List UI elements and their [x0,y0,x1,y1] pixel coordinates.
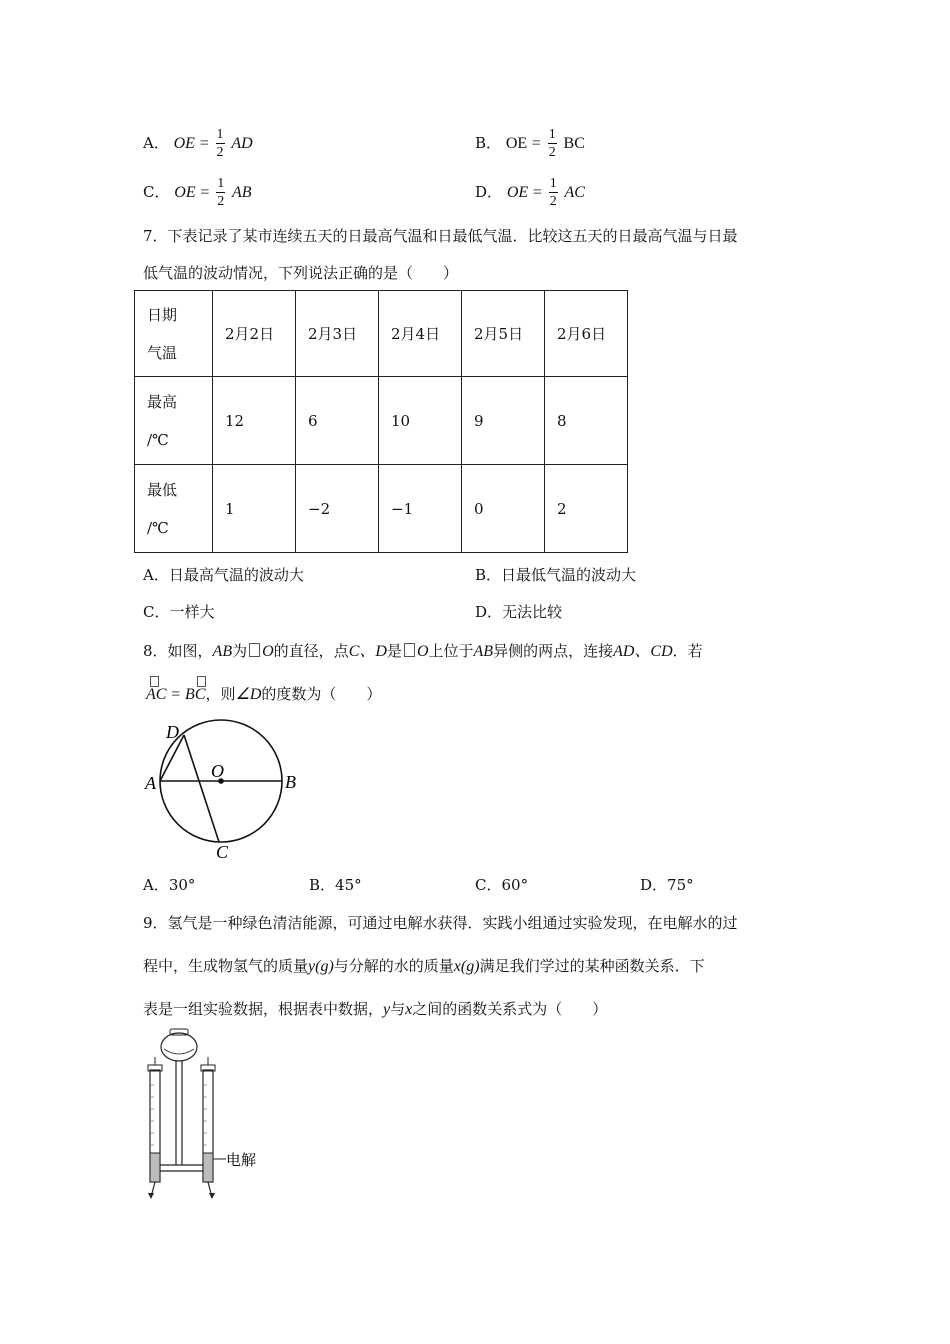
option-6d [475,177,585,209]
arc-ac [146,685,166,704]
row-label-top: 最高 [147,392,178,411]
math-var: O [416,643,429,660]
label-c: C [216,842,229,862]
circle-symbol-icon [404,643,415,657]
math-lhs: OE [506,184,529,201]
row-label-top: 最低 [147,480,178,499]
text: 8．如图， [143,642,213,660]
fraction [216,177,225,209]
text: 表是一组实验数据，根据表中数据， [143,1000,384,1018]
math-eq: = [200,184,210,201]
table-cell-date: 2月3日 [296,291,379,377]
math-eq: = [532,184,542,201]
option-7b: B．日最低气温的波动大 [475,566,637,584]
option-7d: D．无法比较 [475,603,563,621]
option-8d: D．75° [640,876,694,894]
electrolysis-apparatus-figure [140,1025,280,1210]
table-cell-low: 2 [545,465,628,553]
math-eq: = [171,686,181,703]
math-var: BC [185,686,206,703]
fraction-num: 1 [548,127,556,142]
header-top: 日期 [147,305,178,324]
text: 之间的函数关系式为（ ） [412,1000,608,1018]
table-cell-date: 2月2日 [213,291,296,377]
table-cell-low: 0 [462,465,545,553]
math-var: x(g) [453,958,480,975]
table-cell-date: 2月4日 [379,291,462,377]
text: 满足我们学过的某种函数关系．下 [479,957,705,975]
option-8a: A．30° [143,876,196,894]
text: 的度数为（ ） [261,685,382,703]
table-row-header [135,291,628,377]
label-electrolysis: 电解 [226,1151,257,1169]
math-rhs: AB [231,184,252,201]
table-cell-low: −1 [379,465,462,553]
option-7c: C．一样大 [143,603,215,621]
circle-symbol-icon [249,643,260,657]
fraction-num: 1 [217,176,225,191]
math-lhs: OE [174,184,196,201]
option-6a [143,128,253,160]
fraction-num: 1 [216,127,224,142]
table-cell-date: 2月6日 [545,291,628,377]
q7-line1: 7．下表记录了某市连续五天的日最高气温和日最低气温．比较这五天的日最高气温与日最 [143,227,738,245]
math-var: y(g) [308,958,334,975]
row-label-bottom: /℃ [147,518,169,537]
text: 是 [386,642,402,660]
table-cell-label [135,377,213,465]
text: ，则 [205,685,236,703]
header-bottom: 气温 [147,343,178,362]
reservoir-bulb [161,1033,197,1061]
option-letter: A． [143,134,169,152]
table-cell-low: 1 [213,465,296,553]
label-a: A [145,773,156,793]
option-8b: B．45° [309,876,362,894]
label-o: O [211,761,224,781]
math-eq: = [199,135,209,152]
arc-symbol-icon [150,676,159,687]
table-cell-high: 12 [213,377,296,465]
q9-line3 [143,998,607,1019]
table-cell-date: 2月5日 [462,291,545,377]
arc-bc [185,685,205,704]
left-electrode [150,1153,160,1182]
table-cell-high: 8 [545,377,628,465]
bulb-water [164,1049,194,1054]
math-lhs: OE [173,135,195,152]
segment-cd [184,735,219,842]
table-row-high [135,377,628,465]
text: 的直径，点 [273,642,349,660]
math-var: ∠D [235,686,262,703]
fraction-den: 2 [217,194,225,209]
fraction-den: 2 [216,145,224,160]
fraction-den: 2 [549,194,557,209]
q8-line1 [143,638,703,661]
table-cell-label [135,465,213,553]
math-var: AB [473,643,494,660]
right-wire-arrow-icon [209,1193,215,1199]
q9-line2 [143,955,705,976]
q7-line2: 低气温的波动情况，下列说法正确的是（ ） [143,264,459,282]
fraction [549,177,558,209]
label-b: B [285,772,296,792]
table-cell-header [135,291,213,377]
option-letter: D． [475,183,503,201]
math-lhs: OE [505,135,528,152]
table-cell-low: −2 [296,465,379,553]
scale-marks [150,1085,207,1145]
option-6b [475,128,585,160]
temperature-table [134,290,628,553]
fraction-den: 2 [548,145,556,160]
math-var: AC [146,686,167,703]
math-var: y [383,1001,391,1018]
option-7a: A．日最高气温的波动大 [143,566,304,584]
q8-line2 [146,683,381,704]
text: 上位于 [428,642,474,660]
option-8c: C．60° [475,876,529,894]
math-rhs: AC [564,184,585,201]
math-eq: = [531,135,541,152]
table-row-low [135,465,628,553]
option-letter: C． [143,183,170,201]
q9-line1: 9．氢气是一种绿色清洁能源，可通过电解水获得．实践小组通过实验发现，在电解水的过 [143,914,738,932]
math-var: AD、CD [613,643,673,660]
table-cell-high: 10 [379,377,462,465]
label-d: D [166,722,179,742]
math-var: x [405,1001,413,1018]
math-var: O [262,643,274,660]
math-var: AB [212,643,233,660]
text: 与 [390,1000,406,1018]
option-letter: B． [475,134,502,152]
math-var: C、D [348,643,387,660]
fraction [216,128,225,160]
text: 程中，生成物氢气的质量 [143,957,309,975]
table-cell-high: 6 [296,377,379,465]
fraction [548,128,557,160]
fraction-num: 1 [549,176,557,191]
arc-symbol-icon [197,676,206,687]
right-electrode [203,1153,213,1182]
text: 为 [232,642,248,660]
text: 与分解的水的质量 [333,957,454,975]
text: 异侧的两点，连接 [493,642,614,660]
option-6c [143,177,252,209]
math-rhs: AD [231,135,253,152]
math-rhs: BC [563,135,585,152]
text: ．若 [672,642,703,660]
left-wire-arrow-icon [148,1193,154,1199]
row-label-bottom: /℃ [147,430,169,449]
circle-figure [140,718,310,863]
table-cell-high: 9 [462,377,545,465]
